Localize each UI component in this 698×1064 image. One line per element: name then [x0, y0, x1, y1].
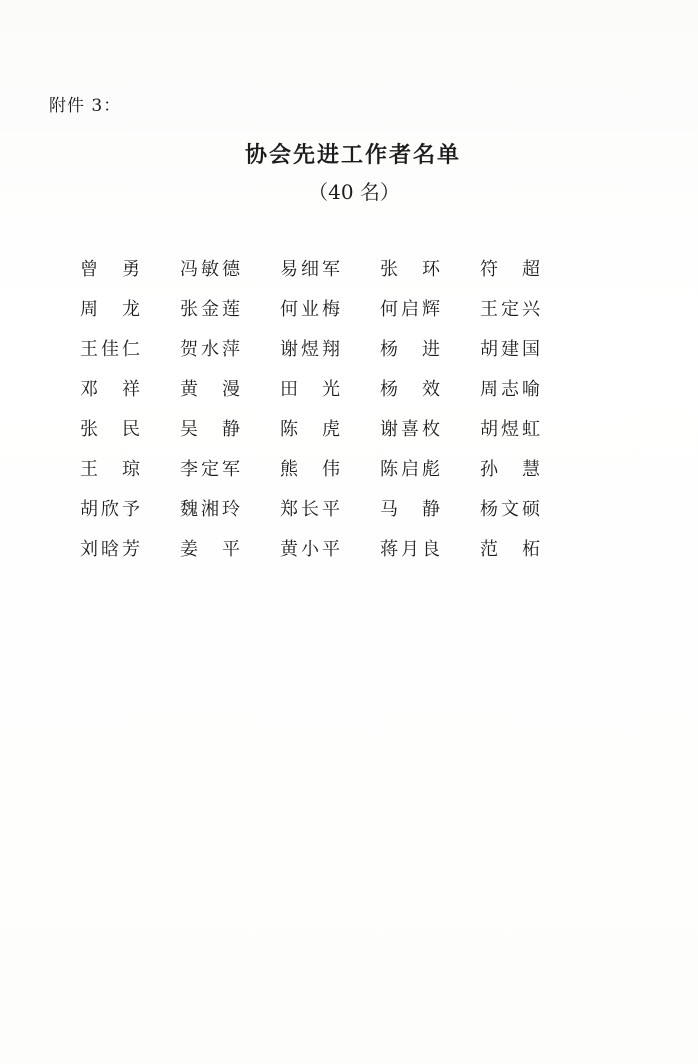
attachment-label: 附件 3： [49, 96, 122, 116]
document-title: 协会先进工作者名单 [244, 142, 461, 168]
name-entry: 胡 建 国 [480, 339, 540, 360]
names-list [80, 256, 560, 576]
name-entry: 孙 慧 [480, 459, 540, 480]
name-entry: 胡 煜 虹 [480, 419, 540, 440]
name-entry: 杨 文 硕 [480, 499, 540, 520]
name-entry: 张 金 莲 [180, 299, 240, 320]
name-entry: 符 超 [480, 259, 540, 280]
name-entry: 张 民 [80, 419, 140, 440]
name-entry: 曾 勇 [80, 259, 140, 280]
name-entry: 贺 水 萍 [180, 339, 240, 360]
name-entry: 王 定 兴 [480, 299, 540, 320]
name-entry: 陈 启 彪 [380, 459, 440, 480]
name-entry: 杨 效 [380, 379, 440, 400]
name-entry: 黄 小 平 [280, 539, 340, 560]
name-entry: 杨 进 [380, 339, 440, 360]
name-entry: 张 环 [380, 259, 440, 280]
name-entry: 何 业 梅 [280, 299, 340, 320]
name-entry: 范 柘 [480, 539, 540, 560]
name-entry: 谢 喜 枚 [380, 419, 440, 440]
name-entry: 马 静 [380, 499, 440, 520]
name-entry: 易 细 军 [280, 259, 340, 280]
document-subtitle: （40 名） [308, 180, 400, 204]
name-entry: 陈 虎 [280, 419, 340, 440]
name-entry: 胡 欣 予 [80, 499, 140, 520]
name-entry: 蒋 月 良 [380, 539, 440, 560]
name-entry: 刘 晗 芳 [80, 539, 140, 560]
name-entry: 黄 漫 [180, 379, 240, 400]
name-entry: 吴 静 [180, 419, 240, 440]
name-entry: 何 启 辉 [380, 299, 440, 320]
name-entry: 周 龙 [80, 299, 140, 320]
name-entry: 姜 平 [180, 539, 240, 560]
name-entry: 谢 煜 翔 [280, 339, 340, 360]
name-entry: 冯 敏 德 [180, 259, 240, 280]
name-entry: 田 光 [280, 379, 340, 400]
name-entry: 王 佳 仁 [80, 339, 140, 360]
name-entry: 邓 祥 [80, 379, 140, 400]
name-entry: 周 志 喻 [480, 379, 540, 400]
name-entry: 郑 长 平 [280, 499, 340, 520]
name-entry: 李 定 军 [180, 459, 240, 480]
name-entry: 熊 伟 [280, 459, 340, 480]
name-entry: 王 琼 [80, 459, 140, 480]
name-entry: 魏 湘 玲 [180, 499, 240, 520]
